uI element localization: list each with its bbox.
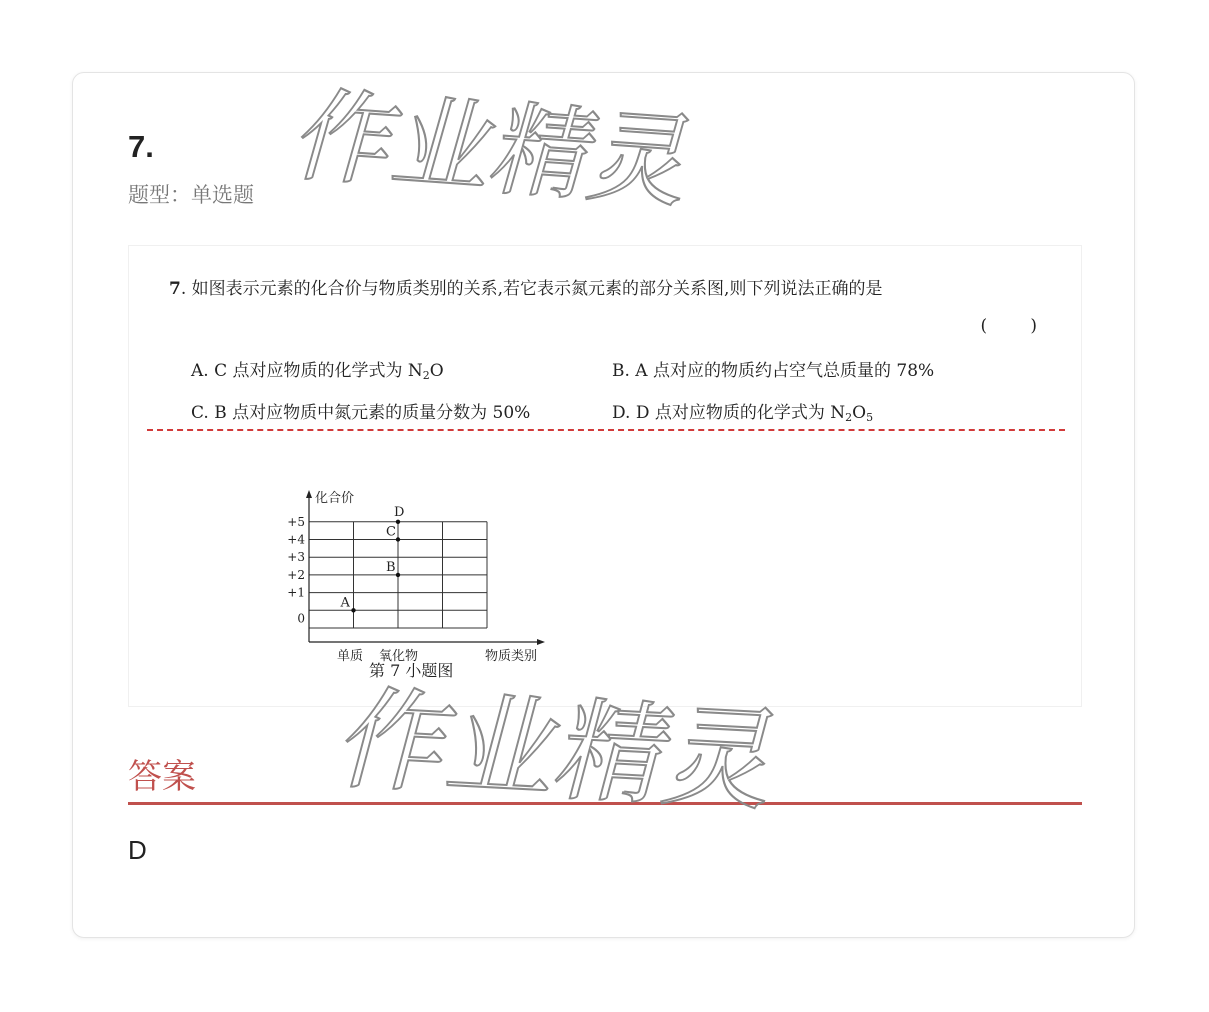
option-a-suffix: O [429, 361, 444, 381]
option-d-sub1: 2 [845, 411, 853, 424]
y-tick-label: +3 [287, 550, 305, 565]
x-category-label: 单质 [337, 649, 364, 664]
y-axis-label: 化合价 [315, 491, 355, 506]
watermark-text: 作业精灵 [326, 676, 795, 827]
option-d [612, 398, 873, 424]
y-tick-label: +2 [287, 567, 305, 582]
point-label: C [386, 524, 396, 540]
option-a [191, 356, 444, 382]
data-point-b [396, 573, 400, 577]
answer-blank: ( ) [980, 316, 1037, 336]
question-type-label: 题型：单选题 [128, 183, 254, 207]
option-a-text: A. C 点对应物质的化学式为 N [191, 361, 423, 381]
stem-number: 7 [169, 279, 181, 299]
question-scan-image [128, 245, 1082, 707]
option-b: B. A 点对应的物质约占空气总质量的 78% [612, 361, 935, 381]
y-tick-label: +5 [287, 514, 305, 529]
option-d-sub2: 5 [866, 411, 874, 424]
option-a-sub: 2 [422, 369, 430, 382]
watermark-text: 作业精灵 [282, 76, 709, 222]
x-axis-arrow [537, 639, 545, 645]
option-c: C. B 点对应物质中氮元素的质量分数为 50% [191, 403, 531, 423]
option-d-mid: O [852, 403, 867, 423]
figure-caption: 第 7 小题图 [369, 661, 454, 680]
question-number: 7. [128, 129, 154, 164]
answer-divider [128, 802, 1082, 805]
y-axis-arrow [306, 490, 312, 498]
x-axis-label: 物质类别 [485, 649, 538, 664]
stem-text: . 如图表示元素的化合价与物质类别的关系,若它表示氮元素的部分关系图,则下列说法正确的是 [180, 279, 883, 299]
data-point-d [396, 520, 400, 524]
answer-heading: 答案 [128, 757, 196, 797]
question-stem [169, 274, 882, 299]
data-point-a [351, 608, 355, 612]
point-label: B [386, 559, 396, 575]
dashed-separator [147, 429, 1065, 431]
point-label: A [340, 595, 350, 611]
question-card [72, 72, 1135, 938]
answer-value: D [128, 835, 147, 865]
data-point-c [396, 537, 400, 541]
option-d-text: D. D 点对应物质的化学式为 N [612, 403, 846, 423]
valence-category-figure [279, 482, 559, 664]
y-tick-label: +4 [287, 532, 305, 547]
y-tick-label: 0 [297, 611, 305, 626]
x-category-label: 氧化物 [379, 649, 419, 664]
point-label: D [394, 504, 405, 520]
y-tick-label: +1 [287, 585, 305, 600]
